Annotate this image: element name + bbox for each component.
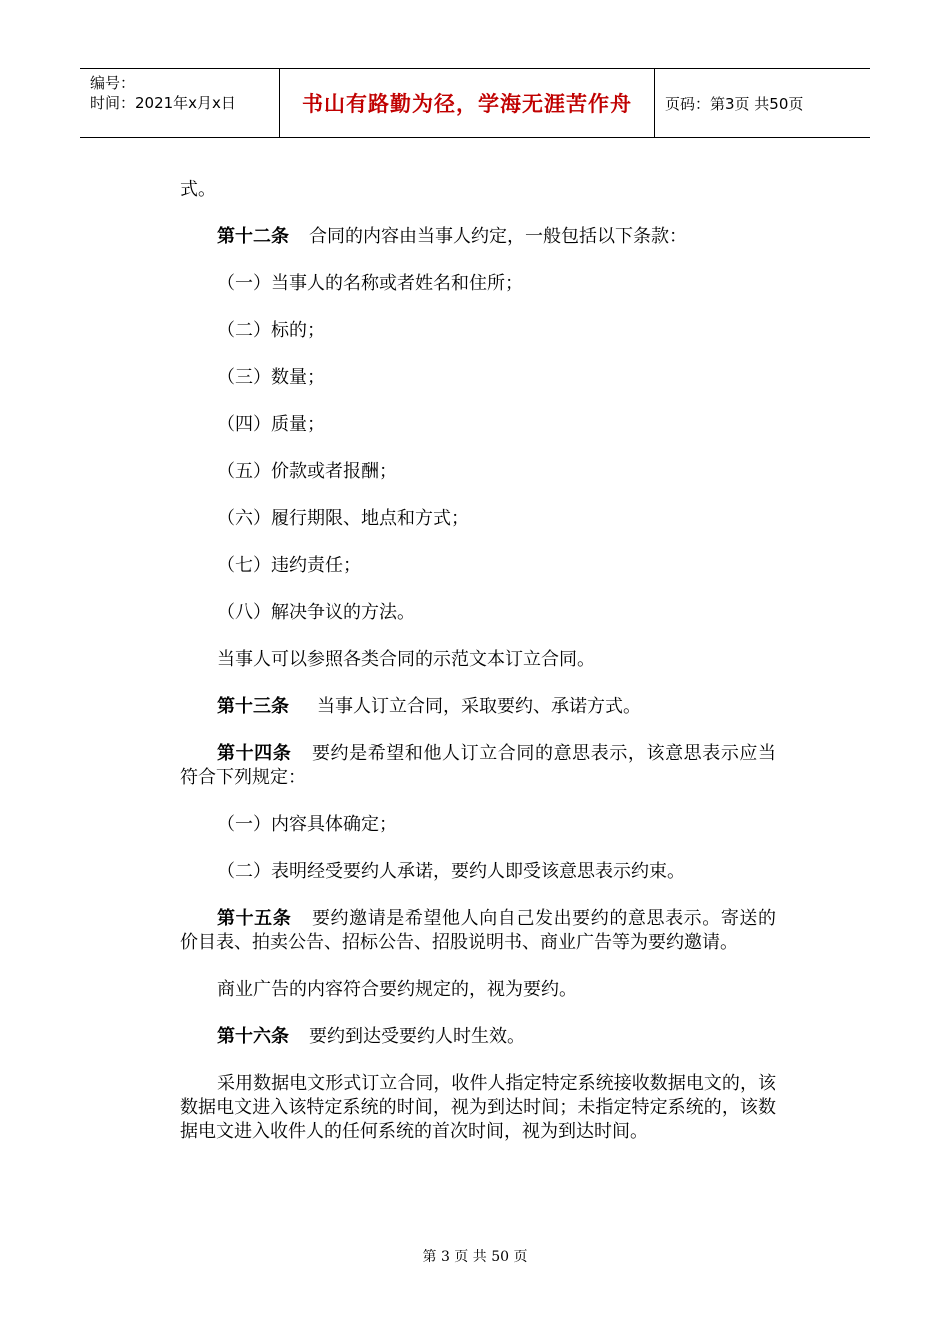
article-15-title: 第十五条 (217, 908, 292, 929)
list-item: （一）当事人的名称或者姓名和住所； (217, 273, 523, 294)
header-left-cell (80, 69, 280, 137)
list-item: （七）违约责任； (217, 555, 361, 576)
article-12 (180, 225, 776, 249)
paragraph-advertisement: 商业广告的内容符合要约规定的，视为要约。 (217, 979, 577, 1000)
article-13-text: 当事人订立合同，采取要约、承诺方式。 (317, 696, 641, 717)
time-label: 时间：2021年x月x日 (90, 94, 236, 112)
number-label: 编号： (90, 74, 136, 92)
paragraph-continuation: 式。 (180, 179, 216, 200)
article-12-title: 第十二条 (217, 226, 289, 247)
document-body (180, 178, 776, 1167)
article-13 (180, 695, 776, 719)
list-item: （一）内容具体确定； (217, 814, 397, 835)
page-footer: 第 3 页 共 50 页 (422, 1249, 528, 1265)
list-item: （三）数量； (217, 367, 325, 388)
article-14-title: 第十四条 (217, 743, 292, 764)
paragraph-model-text: 当事人可以参照各类合同的示范文本订立合同。 (217, 649, 595, 670)
list-item: （四）质量； (217, 414, 325, 435)
page-header (80, 68, 870, 138)
article-14 (180, 742, 776, 790)
article-14-text: 要约是希望和他人订立合同的意思表示，该意思表示应当符合下列规定： (180, 743, 777, 788)
list-item: （五）价款或者报酬； (217, 461, 397, 482)
header-motto: 书山有路勤为径，学海无涯苦作舟 (280, 69, 655, 137)
article-15-text: 要约邀请是希望他人向自己发出要约的意思表示。寄送的价目表、拍卖公告、招标公告、招股说明书、商业广告等为要约邀请。 (180, 908, 777, 953)
list-item: （二）标的； (217, 320, 325, 341)
article-12-text: 合同的内容由当事人约定，一般包括以下条款： (309, 226, 687, 247)
header-page-info: 页码：第3页 共50页 (665, 94, 804, 113)
paragraph-data-message: 采用数据电文形式订立合同，收件人指定特定系统接收数据电文的，该数据电文进入该特定系统的时间，视为到达时间；未指定特定系统的，该数据电文进入收件人的任何系统的首次时间，视为到达时间。 (180, 1073, 776, 1142)
article-16-text: 要约到达受要约人时生效。 (309, 1026, 525, 1047)
article-13-title: 第十三条 (217, 696, 289, 717)
list-item: （八）解决争议的方法。 (217, 602, 415, 623)
article-16-title: 第十六条 (217, 1026, 289, 1047)
article-15 (180, 907, 776, 955)
article-16 (180, 1025, 776, 1049)
list-item: （二）表明经受要约人承诺，要约人即受该意思表示约束。 (217, 861, 685, 882)
list-item: （六）履行期限、地点和方式； (217, 508, 469, 529)
